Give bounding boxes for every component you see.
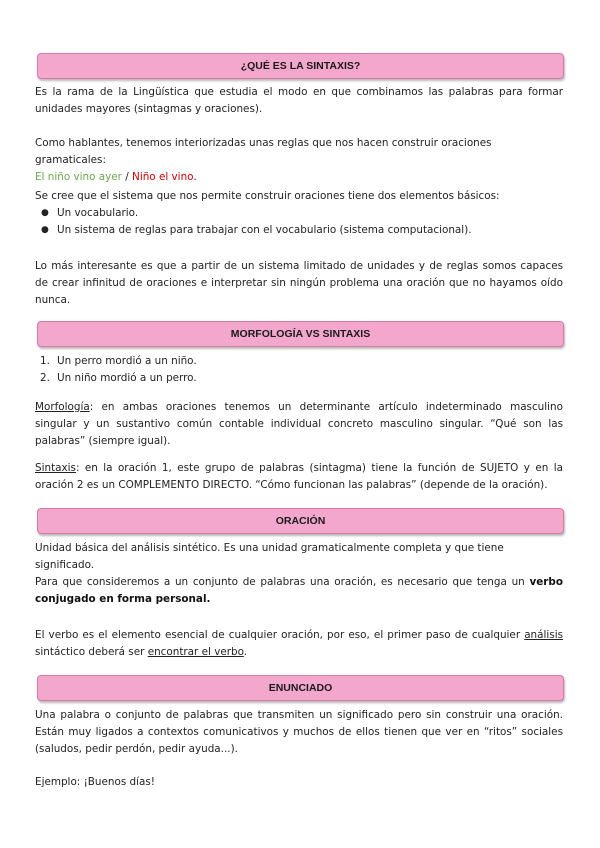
bullet-icon: ● <box>41 225 49 235</box>
elements-list <box>35 205 563 239</box>
example-separator: / <box>121 171 133 183</box>
verbo-bold: verbo conjugado en forma personal. <box>35 576 563 605</box>
sintaxis-label: Sintaxis <box>35 462 76 474</box>
example-sentences-list <box>35 353 563 387</box>
section-header-enunciado <box>37 675 564 701</box>
section-title: ¿QUÉ ES LA SINTAXIS? <box>240 60 361 72</box>
verbo-requirement: Para que consideremos a un conjunto de palabras una oración, es necesario que tenga un verbo conjugado en forma personal. <box>35 576 563 605</box>
section-title: MORFOLOGÍA VS SINTAXIS <box>230 328 371 340</box>
list-item: ● Un sistema de reglas para trabajar con el vocabulario (sistema computacional). <box>35 222 563 239</box>
grammatical-example: El niño vino ayer <box>35 171 122 183</box>
section-title: ORACIÓN <box>275 515 326 527</box>
oracion-definition: Unidad básica del análisis sintético. Es una unidad gramaticalmente completa y que tiene significado. <box>35 542 504 571</box>
section-header-morfologia-vs-sintaxis <box>37 321 564 347</box>
morfologia-paragraph: Morfología: en ambas oraciones tenemos un determinante artículo indeterminado masculino singular y un sustantivo común contable individual concreto masculino singular. “Qué son las palabras” (siempre igual). <box>35 401 563 447</box>
analisis-underlined: análisis <box>524 629 563 641</box>
list-item: 1. Un perro mordió a un niño. <box>40 355 197 367</box>
enunciado-definition: Una palabra o conjunto de palabras que transmiten un significado pero sin construir una oración. Están muy ligados a contextos comunicativos y muchos de ellos tienen que ver en “ritos” sociales (saludos, pedir perdón, pedir ayuda...). <box>35 709 563 755</box>
section-title: ENUNCIADO <box>268 682 333 694</box>
verbo-paragraph: El verbo es el elemento esencial de cualquier oración, por eso, el primer paso de cualquier análisis sintáctico deberá ser encontrar el verbo. <box>35 629 563 658</box>
hablantes-paragraph <box>35 135 563 186</box>
section-header-oracion <box>37 508 564 534</box>
interesante-paragraph: Lo más interesante es que a partir de un sistema limitado de unidades y de reglas somos capaces de crear infinitud de oraciones e interpretar sin ningún problema una oración que no hayamos oído nunca. <box>35 260 563 306</box>
hablantes-text: Como hablantes, tenemos interiorizadas unas reglas que nos hacen construir oraciones gramaticales: <box>35 137 492 166</box>
section-header-sintaxis <box>37 53 564 79</box>
bullet-icon: ● <box>41 208 49 218</box>
enunciado-example: Ejemplo: ¡Buenos días! <box>35 776 155 788</box>
encontrar-verbo-underlined: encontrar el verbo <box>147 646 244 658</box>
morfologia-label: Morfología <box>35 401 90 413</box>
period: . <box>193 171 197 183</box>
sintaxis-paragraph: Sintaxis: en la oración 1, este grupo de palabras (sintagma) tiene la función de SUJETO y en la oración 2 es un COMPLEMENTO DIRECTO. “Cómo funcionan las palabras” (depende de la oración). <box>35 462 563 491</box>
list-item: ● Un vocabulario. <box>35 205 563 222</box>
ungrammatical-example: Niño el vino <box>132 171 194 183</box>
sintaxis-definition: Es la rama de la Lingüística que estudia el modo en que combinamos las palabras para formar unidades mayores (sintagmas y oraciones). <box>35 86 563 115</box>
list-item: 2. Un niño mordió a un perro. <box>40 372 197 384</box>
sistema-intro: Se cree que el sistema que nos permite construir oraciones tiene dos elementos básicos: <box>35 190 500 202</box>
